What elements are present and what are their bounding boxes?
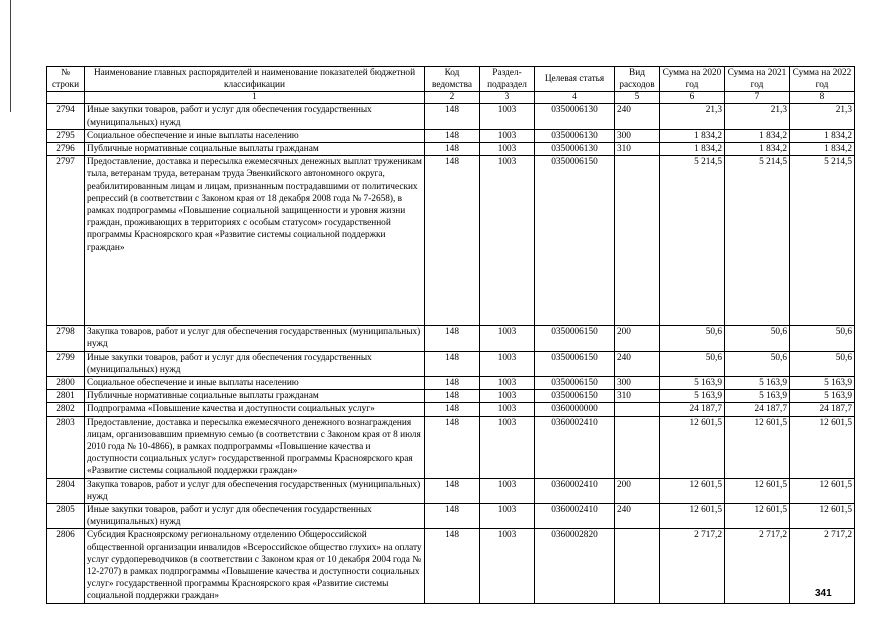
binding-margin-line <box>10 0 11 112</box>
sum-2020-cell: 21,3 <box>660 104 725 129</box>
sum-2022-cell: 12 601,5 <box>790 478 855 503</box>
section-cell: 1003 <box>480 326 535 351</box>
header-name: Наименование главных распорядителей и наименование показателей бюджетной классификации <box>85 67 425 92</box>
table-body <box>47 104 855 603</box>
row-number-cell: 2797 <box>47 156 85 326</box>
expense-type-cell: 240 <box>615 351 660 376</box>
sum-2022-cell: 5 214,5 <box>790 156 855 326</box>
sum-2022-cell: 5 163,9 <box>790 390 855 403</box>
header-row-number: № строки <box>47 67 85 92</box>
section-cell: 1003 <box>480 143 535 156</box>
section-cell: 1003 <box>480 529 535 603</box>
row-number-cell: 2803 <box>47 416 85 478</box>
table-row <box>47 504 855 529</box>
sum-2022-cell: 50,6 <box>790 326 855 351</box>
target-article-cell: 0350006150 <box>535 156 615 326</box>
target-article-cell: 0360002410 <box>535 504 615 529</box>
header-target-article: Целевая статья <box>535 67 615 92</box>
column-number <box>47 92 85 104</box>
sum-2022-cell: 1 834,2 <box>790 129 855 142</box>
column-number: 6 <box>660 92 725 104</box>
sum-2020-cell: 12 601,5 <box>660 478 725 503</box>
budget-table <box>46 66 855 604</box>
section-cell: 1003 <box>480 504 535 529</box>
sum-2021-cell: 5 163,9 <box>725 390 790 403</box>
name-cell: Иные закупки товаров, работ и услуг для обеспечения государственных (муниципальных) нужд <box>85 104 425 129</box>
sum-2022-cell: 21,3 <box>790 104 855 129</box>
name-cell: Предоставление, доставка и пересылка ежемесячных денежных выплат труженикам тыла, ветеранам труда, ветеранам труда Эвенкийского автономного округа, реабилитированным лицам и лицам, признанным пострадавшими от политических репрессий (в соответствии с Законом края от 18 декабря 2008 года № 7-2658), в рамках подпрограммы «Повышение социальной защищенности и уровня жизни граждан, проживающих в территориях с особым статусом» государственной программы Красноярского края «Развитие системы социальной поддержки граждан» <box>85 156 425 326</box>
department-code-cell: 148 <box>425 326 480 351</box>
expense-type-cell: 300 <box>615 377 660 390</box>
sum-2020-cell: 5 214,5 <box>660 156 725 326</box>
sum-2020-cell: 5 163,9 <box>660 390 725 403</box>
name-cell: Субсидия Красноярскому региональному отделению Общероссийской общественной организации инвалидов «Всероссийское общество глухих» на оплату услуг сурдопереводчиков (в соответствии с Законом края от 10 декабря 2004 года № 12-2707) в рамках подпрограммы «Повышение качества и доступности социальных услуг» государственной программы Красноярского края «Развитие системы социальной поддержки граждан» <box>85 529 425 603</box>
sum-2021-cell: 5 163,9 <box>725 377 790 390</box>
sum-2021-cell: 12 601,5 <box>725 504 790 529</box>
sum-2022-cell: 24 187,7 <box>790 403 855 416</box>
sum-2021-cell: 1 834,2 <box>725 143 790 156</box>
row-number-cell: 2801 <box>47 390 85 403</box>
section-cell: 1003 <box>480 351 535 376</box>
table-row <box>47 143 855 156</box>
row-number-cell: 2795 <box>47 129 85 142</box>
expense-type-cell: 300 <box>615 129 660 142</box>
sum-2021-cell: 21,3 <box>725 104 790 129</box>
row-number-cell: 2804 <box>47 478 85 503</box>
table-row <box>47 416 855 478</box>
page-number: 341 <box>815 588 832 599</box>
target-article-cell: 0350006150 <box>535 390 615 403</box>
name-cell: Иные закупки товаров, работ и услуг для обеспечения государственных (муниципальных) нужд <box>85 351 425 376</box>
sum-2020-cell: 50,6 <box>660 326 725 351</box>
expense-type-cell: 240 <box>615 504 660 529</box>
table-row <box>47 104 855 129</box>
target-article-cell: 0350006130 <box>535 129 615 142</box>
sum-2021-cell: 1 834,2 <box>725 129 790 142</box>
expense-type-cell <box>615 529 660 603</box>
sum-2021-cell: 24 187,7 <box>725 403 790 416</box>
sum-2020-cell: 24 187,7 <box>660 403 725 416</box>
row-number-cell: 2798 <box>47 326 85 351</box>
section-cell: 1003 <box>480 478 535 503</box>
target-article-cell: 0360002820 <box>535 529 615 603</box>
sum-2020-cell: 1 834,2 <box>660 143 725 156</box>
department-code-cell: 148 <box>425 156 480 326</box>
department-code-cell: 148 <box>425 104 480 129</box>
column-number: 2 <box>425 92 480 104</box>
column-number: 7 <box>725 92 790 104</box>
section-cell: 1003 <box>480 156 535 326</box>
target-article-cell: 0350006130 <box>535 104 615 129</box>
sum-2021-cell: 2 717,2 <box>725 529 790 603</box>
section-cell: 1003 <box>480 403 535 416</box>
department-code-cell: 148 <box>425 504 480 529</box>
sum-2020-cell: 12 601,5 <box>660 504 725 529</box>
department-code-cell: 148 <box>425 351 480 376</box>
expense-type-cell: 200 <box>615 478 660 503</box>
sum-2022-cell: 12 601,5 <box>790 416 855 478</box>
row-number-cell: 2806 <box>47 529 85 603</box>
sum-2020-cell: 1 834,2 <box>660 129 725 142</box>
row-number-cell: 2802 <box>47 403 85 416</box>
table-row <box>47 390 855 403</box>
department-code-cell: 148 <box>425 403 480 416</box>
header-sum-2020: Сумма на 2020 год <box>660 67 725 92</box>
sum-2020-cell: 5 163,9 <box>660 377 725 390</box>
sum-2020-cell: 50,6 <box>660 351 725 376</box>
section-cell: 1003 <box>480 416 535 478</box>
table-row <box>47 156 855 326</box>
target-article-cell: 0350006150 <box>535 326 615 351</box>
expense-type-cell: 240 <box>615 104 660 129</box>
target-article-cell: 0350006150 <box>535 377 615 390</box>
name-cell: Социальное обеспечение и иные выплаты населению <box>85 377 425 390</box>
expense-type-cell <box>615 156 660 326</box>
expense-type-cell: 310 <box>615 390 660 403</box>
table-row <box>47 326 855 351</box>
row-number-cell: 2794 <box>47 104 85 129</box>
sum-2021-cell: 50,6 <box>725 351 790 376</box>
section-cell: 1003 <box>480 129 535 142</box>
table-row <box>47 403 855 416</box>
name-cell: Социальное обеспечение и иные выплаты населению <box>85 129 425 142</box>
column-number: 8 <box>790 92 855 104</box>
name-cell: Предоставление, доставка и пересылка ежемесячного денежного вознаграждения лицам, организовавшим приемную семью (в соответствии с Законом края от 8 июля 2010 года № 10-4866), в рамках подпрограммы «Повышение качества и доступности социальных услуг» государственной программы Красноярского края «Развитие системы социальной поддержки граждан» <box>85 416 425 478</box>
sum-2022-cell: 12 601,5 <box>790 504 855 529</box>
table-row <box>47 129 855 142</box>
department-code-cell: 148 <box>425 143 480 156</box>
table-row <box>47 529 855 603</box>
department-code-cell: 148 <box>425 129 480 142</box>
name-cell: Публичные нормативные социальные выплаты гражданам <box>85 390 425 403</box>
column-number: 4 <box>535 92 615 104</box>
header-section: Раздел-подраздел <box>480 67 535 92</box>
row-number-cell: 2805 <box>47 504 85 529</box>
expense-type-cell <box>615 416 660 478</box>
column-number: 1 <box>85 92 425 104</box>
sum-2021-cell: 50,6 <box>725 326 790 351</box>
name-cell: Подпрограмма «Повышение качества и доступности социальных услуг» <box>85 403 425 416</box>
sum-2022-cell: 1 834,2 <box>790 143 855 156</box>
name-cell: Закупка товаров, работ и услуг для обеспечения государственных (муниципальных) нужд <box>85 478 425 503</box>
target-article-cell: 0360002410 <box>535 478 615 503</box>
target-article-cell: 0360002410 <box>535 416 615 478</box>
department-code-cell: 148 <box>425 416 480 478</box>
name-cell: Публичные нормативные социальные выплаты гражданам <box>85 143 425 156</box>
department-code-cell: 148 <box>425 529 480 603</box>
sum-2021-cell: 5 214,5 <box>725 156 790 326</box>
column-number: 5 <box>615 92 660 104</box>
expense-type-cell <box>615 403 660 416</box>
sum-2022-cell: 50,6 <box>790 351 855 376</box>
column-numbers-row <box>47 92 855 104</box>
department-code-cell: 148 <box>425 390 480 403</box>
table-row <box>47 377 855 390</box>
table-row <box>47 351 855 376</box>
section-cell: 1003 <box>480 377 535 390</box>
header-expense-type: Вид расходов <box>615 67 660 92</box>
name-cell: Иные закупки товаров, работ и услуг для обеспечения государственных (муниципальных) нужд <box>85 504 425 529</box>
header-department-code: Код ведомства <box>425 67 480 92</box>
column-number: 3 <box>480 92 535 104</box>
section-cell: 1003 <box>480 104 535 129</box>
target-article-cell: 0360000000 <box>535 403 615 416</box>
target-article-cell: 0350006130 <box>535 143 615 156</box>
sum-2022-cell: 5 163,9 <box>790 377 855 390</box>
target-article-cell: 0350006150 <box>535 351 615 376</box>
sum-2021-cell: 12 601,5 <box>725 416 790 478</box>
table-header-row <box>47 67 855 92</box>
sum-2020-cell: 2 717,2 <box>660 529 725 603</box>
row-number-cell: 2796 <box>47 143 85 156</box>
sum-2022-cell: 2 717,2 <box>790 529 855 603</box>
sum-2020-cell: 12 601,5 <box>660 416 725 478</box>
department-code-cell: 148 <box>425 478 480 503</box>
table-row <box>47 478 855 503</box>
name-cell: Закупка товаров, работ и услуг для обеспечения государственных (муниципальных) нужд <box>85 326 425 351</box>
expense-type-cell: 310 <box>615 143 660 156</box>
row-number-cell: 2799 <box>47 351 85 376</box>
section-cell: 1003 <box>480 390 535 403</box>
header-sum-2022: Сумма на 2022 год <box>790 67 855 92</box>
expense-type-cell: 200 <box>615 326 660 351</box>
header-sum-2021: Сумма на 2021 год <box>725 67 790 92</box>
sum-2021-cell: 12 601,5 <box>725 478 790 503</box>
row-number-cell: 2800 <box>47 377 85 390</box>
department-code-cell: 148 <box>425 377 480 390</box>
